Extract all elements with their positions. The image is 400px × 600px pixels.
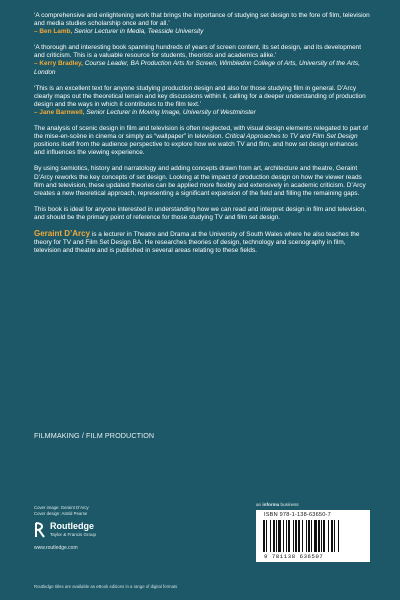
description-paragraph: This book is ideal for anyone interested in understanding how we can read and interpret design in film and television, and should be the primary point of reference for those studying TV and film set design. [34,205,367,221]
barcode-bar [283,520,284,552]
cover-image-credit: Cover image: Geraint D’Arcy [34,505,89,510]
author-name: Geraint D’Arcy [34,228,91,238]
bio-text: is a lecturer in Theatre and Drama at the University of South Wales where he also teaches the theory for TV and Film Set Design BA. He researches theories of design, technology and scenography in film, television and theatre and is published in several areas relating to these fields. [34,230,360,255]
barcode-bar [302,520,303,552]
cover-design-credit: Cover design: Astrid Pearse [34,511,88,516]
routledge-logo-icon [34,522,46,538]
reviewer-name: Ben Lamb, [39,28,73,36]
isbn-barcode [256,510,370,562]
description-paragraph: By using semiotics, history and narratology and adding concepts drawn from art, architecture and theatre, Geraint D’Arcy reworks the key concepts of set design. Looking at the impact of production design on how the viewer reads film and television, these updated theories can be applied more flexibly and extensively in academic criticism. D’Arcy creates a new theoretical approach, representing a significant expansion of the field and filling the remaining gaps. [34,165,366,197]
barcode-icon [262,520,364,552]
quote-attribution: – Kerry Bradley, Course Leader, BA Production Arts for Screen, Wimbledon College of Arts, University of the Arts, London [34,60,360,76]
barcode-bar [276,520,277,552]
book-title: Critical Approaches to TV and Film Set Design [225,133,358,141]
quote-text: ‘A comprehensive and enlightening work that brings the importance of studying set design to the fore of film, television and media studies scholarship once and for all.’ [34,12,370,28]
cover-text [34,12,370,263]
barcode-bar [331,520,333,552]
informa-tag [256,502,299,507]
subject-category: FILMMAKING / FILM PRODUCTION [34,431,155,440]
tag-brand: informa [262,502,280,507]
barcode-bar [263,520,265,552]
publisher-name: Routledge [50,521,94,531]
barcode-bar [338,520,339,552]
barcode-bar [295,520,297,552]
barcode-bar [278,520,281,552]
quote-attribution: – Jane Barnwell, Senior Lecturer in Moving Image, University of Westminster [34,108,256,116]
publisher-group: Taylor & Francis Group [50,532,97,537]
barcode-bar [293,520,294,552]
barcode-bar [323,520,325,552]
barcode-bar [318,520,320,552]
tag-suffix: business [279,502,299,507]
barcode-bar [328,520,329,552]
reviewer-name: Jane Barnwell, [39,108,85,116]
barcode-number: 9 781138 636507 [264,553,324,560]
quote-text: ‘This is an excellent text for anyone studying production design and also for those studying film in general. D’Arcy clearly maps out the theoretical terrain and key discussions within it, calling for a deeper understanding of production design and the ways in which it contributes to the film text.’ [34,84,366,108]
barcode-bar [286,520,287,552]
author-bio [34,230,370,255]
description-text: positions itself from the audience perspective to explore how we watch TV and film, and how set design enhances and influences the viewing experience. [34,141,358,157]
barcode-bar [273,520,275,552]
barcode-bar [311,520,312,552]
review-quote [34,85,370,117]
description-text: The analysis of scenic design in film and television is often neglected, with visual design elements relegated to part of the mise-en-scène in cinema or simply as “wallpaper” in television. [34,125,368,141]
barcode-bar [308,520,310,552]
barcode-bar [270,520,271,552]
reviewer-role: Senior Lecturer in Media, Teesside University [74,28,204,36]
reviewer-role: Course Leader, BA Production Arts for Screen, Wimbledon College of Arts, University of the Arts, London [34,60,360,76]
review-quote [34,12,370,36]
quote-attribution: – Ben Lamb, Senior Lecturer in Media, Teesside University [34,28,204,36]
barcode-bar [321,520,322,552]
reviewer-role: Senior Lecturer in Moving Image, University of Westminster [86,108,256,116]
barcode-bar [298,520,300,552]
barcode-bar [306,520,307,552]
barcode-bar [314,520,317,552]
reviewer-name: Kerry Bradley, [39,60,83,68]
review-quote [34,44,370,76]
quote-text: ‘A thorough and interesting book spanning hundreds of years of screen content, its set design, and its development and criticism. This is a valuable resource for students, theorists and academics alike.’ [34,44,362,60]
ebook-note: Routledge titles are available as eBook editions in a range of digital formats [34,584,178,589]
isbn-label: ISBN 978-1-138-63650-7 [264,512,331,518]
barcode-bar [334,520,335,552]
description-paragraph [34,125,370,157]
barcode-bar [288,520,290,552]
barcode-bar [266,520,267,552]
publisher-website: www.routledge.com [34,545,78,551]
tag-prefix: an [256,502,263,507]
cover-credits [34,505,89,517]
